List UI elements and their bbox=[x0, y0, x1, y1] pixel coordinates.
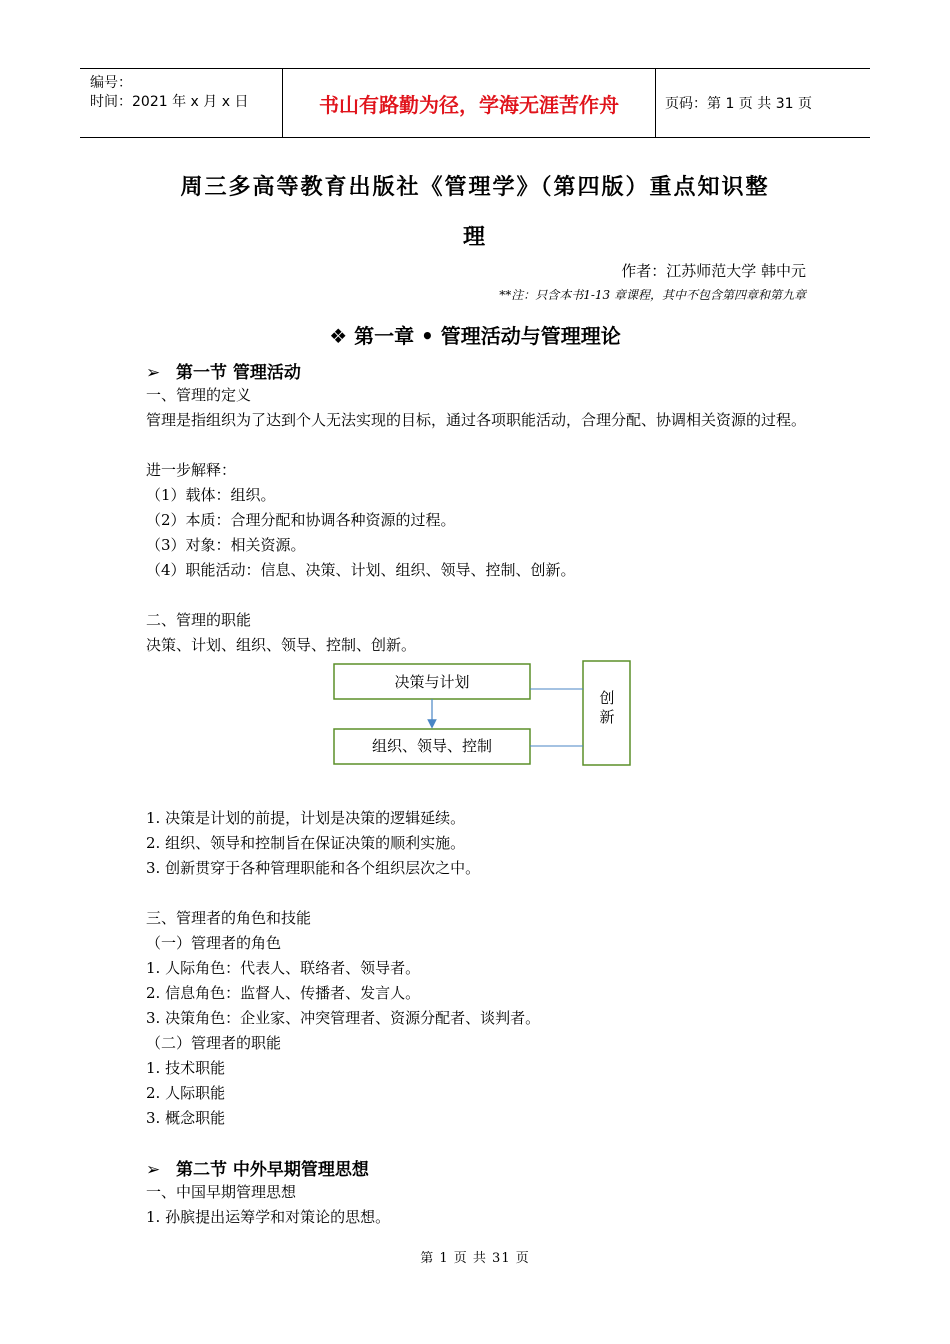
document-title-line1: 周三多高等教育出版社《管理学》（第四版）重点知识整 bbox=[180, 174, 770, 200]
box-innovation-label-2: 新 bbox=[599, 708, 615, 726]
section-2-title: 第二节 中外早期管理思想 bbox=[176, 1160, 369, 1180]
box-innovation-label-1: 创 bbox=[599, 689, 615, 707]
management-functions-diagram bbox=[330, 658, 635, 770]
list-item: 2. 人际职能 bbox=[146, 1084, 226, 1102]
list-item: （2）本质：合理分配和协调各种资源的过程。 bbox=[146, 511, 456, 529]
document-author: 作者：江苏师范大学 韩中元 bbox=[621, 262, 806, 280]
list-item: 2. 信息角色：监督人、传播者、发言人。 bbox=[146, 984, 421, 1002]
date-label: 时间：2021 年 x 月 x 日 bbox=[90, 94, 249, 110]
list-item: 3. 决策角色：企业家、冲突管理者、资源分配者、谈判者。 bbox=[146, 1009, 541, 1027]
roles-title: （一）管理者的角色 bbox=[146, 934, 282, 952]
further-explanation: 进一步解释： bbox=[146, 461, 237, 479]
definition-paragraph: 管理是指组织为了达到个人无法实现的目标，通过各项职能活动，合理分配、协调相关资源的过程。 bbox=[146, 411, 807, 429]
code-label: 编号： bbox=[90, 75, 132, 91]
chapter-heading: ❖ 第一章 • 管理活动与管理理论 bbox=[329, 324, 621, 348]
list-item: （3）对象：相关资源。 bbox=[146, 536, 306, 554]
header-motto: 书山有路勤为径，学海无涯苦作舟 bbox=[283, 69, 656, 137]
document-title-line2: 理 bbox=[462, 224, 487, 250]
page-footer: 第 1 页 共 31 页 bbox=[420, 1251, 530, 1266]
document-header bbox=[80, 68, 870, 138]
section-1-title: 第一节 管理活动 bbox=[176, 363, 301, 383]
box-organize-lead-control-label: 组织、领导、控制 bbox=[371, 737, 493, 755]
list-item: 3. 创新贯穿于各种管理职能和各个组织层次之中。 bbox=[146, 859, 481, 877]
list-item: 3. 概念职能 bbox=[146, 1109, 226, 1127]
section-heading-1 bbox=[146, 358, 301, 383]
document-note: **注：只含本书1-13 章课程，其中不包含第四章和第九章 bbox=[499, 288, 806, 302]
part-title-definition: 一、管理的定义 bbox=[146, 386, 252, 404]
header-meta bbox=[80, 69, 283, 137]
functions-list: 决策、计划、组织、领导、控制、创新。 bbox=[146, 636, 417, 654]
section-heading-2 bbox=[146, 1155, 369, 1180]
part-title-china: 一、中国早期管理思想 bbox=[146, 1183, 297, 1201]
part-title-roles: 三、管理者的角色和技能 bbox=[146, 909, 312, 927]
list-item: 1. 孙膑提出运筹学和对策论的思想。 bbox=[146, 1208, 391, 1226]
skills-title: （二）管理者的职能 bbox=[146, 1034, 282, 1052]
arrow-bullet-icon: ➢ bbox=[146, 363, 161, 383]
list-item: 2. 组织、领导和控制旨在保证决策的顺利实施。 bbox=[146, 834, 466, 852]
box-decision-planning-label: 决策与计划 bbox=[394, 673, 470, 691]
part-title-functions: 二、管理的职能 bbox=[146, 611, 252, 629]
list-item: 1. 技术职能 bbox=[146, 1059, 226, 1077]
arrow-bullet-icon: ➢ bbox=[146, 1160, 161, 1180]
list-item: 1. 人际角色：代表人、联络者、领导者。 bbox=[146, 959, 421, 977]
list-item: 1. 决策是计划的前提，计划是决策的逻辑延续。 bbox=[146, 809, 466, 827]
header-page-label: 页码：第 1 页 共 31 页 bbox=[665, 96, 812, 112]
list-item: （4）职能活动：信息、决策、计划、组织、领导、控制、创新。 bbox=[146, 561, 576, 579]
list-item: （1）载体：组织。 bbox=[146, 486, 276, 504]
